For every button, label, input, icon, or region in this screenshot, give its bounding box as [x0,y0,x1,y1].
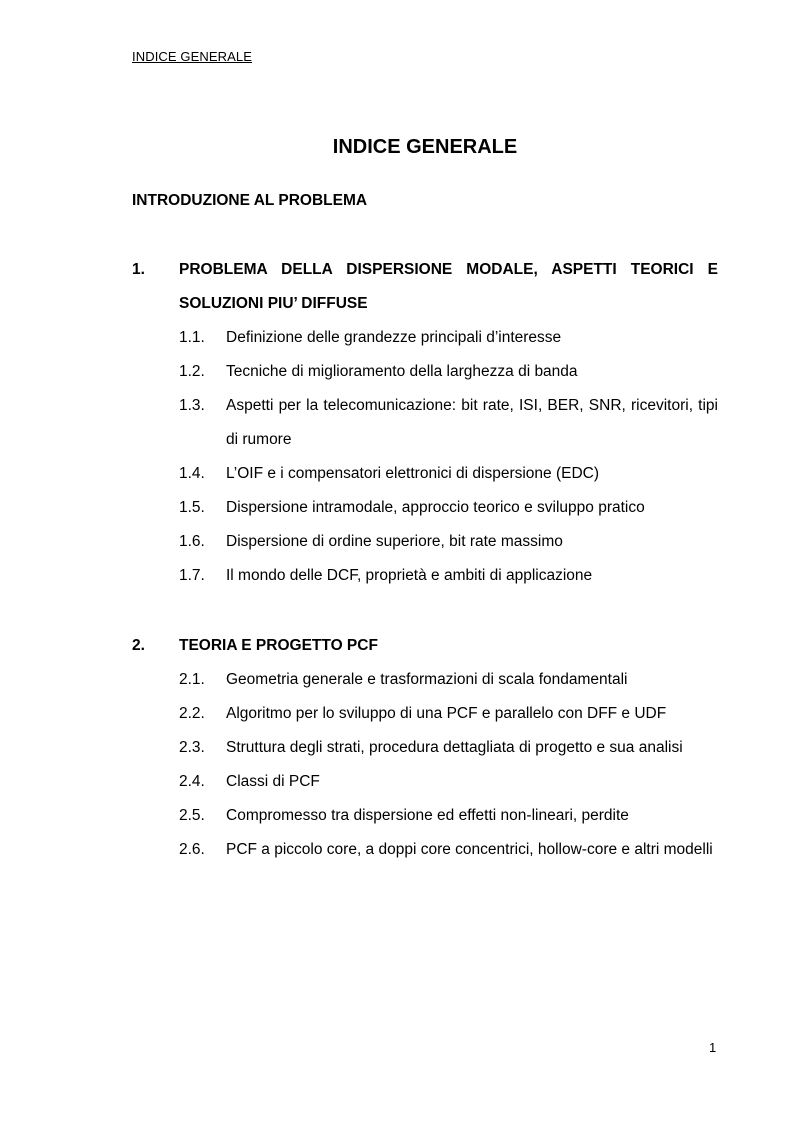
toc-chapter-2 [132,629,718,867]
toc-section-1-3 [132,389,718,457]
section-number: 1.1. [179,329,205,346]
page-title: INDICE GENERALE [332,136,518,158]
chapter-number: 1. [132,261,145,278]
section-number: 1.6. [179,533,205,550]
section-list [132,663,718,867]
chapter-heading [132,629,718,663]
toc-section-2-2 [132,697,718,731]
section-list [132,321,718,593]
chapter-heading [132,253,718,321]
section-title: Geometria generale e trasformazioni di scala fondamentali [226,671,628,688]
toc-section-1-6 [132,525,718,559]
section-title: Dispersione intramodale, approccio teorico e sviluppo pratico [226,499,645,516]
section-title: PCF a piccolo core, a doppi core concentrici, hollow-core e altri modelli [226,841,713,858]
section-title: Compromesso tra dispersione ed effetti non-lineari, perdite [226,807,629,824]
toc-section-1-4 [132,457,718,491]
section-title: L’OIF e i compensatori elettronici di dispersione (EDC) [226,465,600,482]
chapter-number: 2. [132,637,145,654]
toc-section-2-1 [132,663,718,697]
section-number: 2.3. [179,739,205,756]
section-title: Classi di PCF [226,773,320,790]
section-title: Struttura degli strati, procedura dettagliata di progetto e sua analisi [226,739,683,756]
section-number: 1.4. [179,465,205,482]
chapter-title: TEORIA E PROGETTO PCF [179,637,378,654]
section-title: Il mondo delle DCF, proprietà e ambiti di applicazione [226,567,593,584]
section-title: Dispersione di ordine superiore, bit rate massimo [226,533,563,550]
toc-chapter-1 [132,253,718,593]
section-number: 1.2. [179,363,205,380]
toc-section-1-1 [132,321,718,355]
section-number: 1.3. [179,397,205,414]
running-header: INDICE GENERALE [132,49,252,64]
section-number: 1.7. [179,567,205,584]
section-number: 2.5. [179,807,205,824]
section-number: 2.1. [179,671,205,688]
toc-section-2-3 [132,731,718,765]
page-number: 1 [709,1040,717,1055]
toc-introduction: INTRODUZIONE AL PROBLEMA [132,192,368,209]
section-title: Aspetti per la telecomunicazione: bit rate, ISI, BER, SNR, ricevitori, tipi di rumore [226,397,718,448]
section-title: Tecniche di miglioramento della larghezza di banda [226,363,578,380]
toc-section-2-4 [132,765,718,799]
section-number: 2.4. [179,773,205,790]
chapter-title: PROBLEMA DELLA DISPERSIONE MODALE, ASPETTI TEORICI E SOLUZIONI PIU’ DIFFUSE [179,261,718,312]
section-number: 2.2. [179,705,205,722]
toc-section-1-7 [132,559,718,593]
section-title: Algoritmo per lo sviluppo di una PCF e parallelo con DFF e UDF [226,705,667,722]
section-number: 2.6. [179,841,205,858]
toc-section-1-5 [132,491,718,525]
section-title: Definizione delle grandezze principali d’interesse [226,329,562,346]
toc-section-1-2 [132,355,718,389]
toc-section-2-6 [132,833,718,867]
toc-section-2-5 [132,799,718,833]
section-number: 1.5. [179,499,205,516]
